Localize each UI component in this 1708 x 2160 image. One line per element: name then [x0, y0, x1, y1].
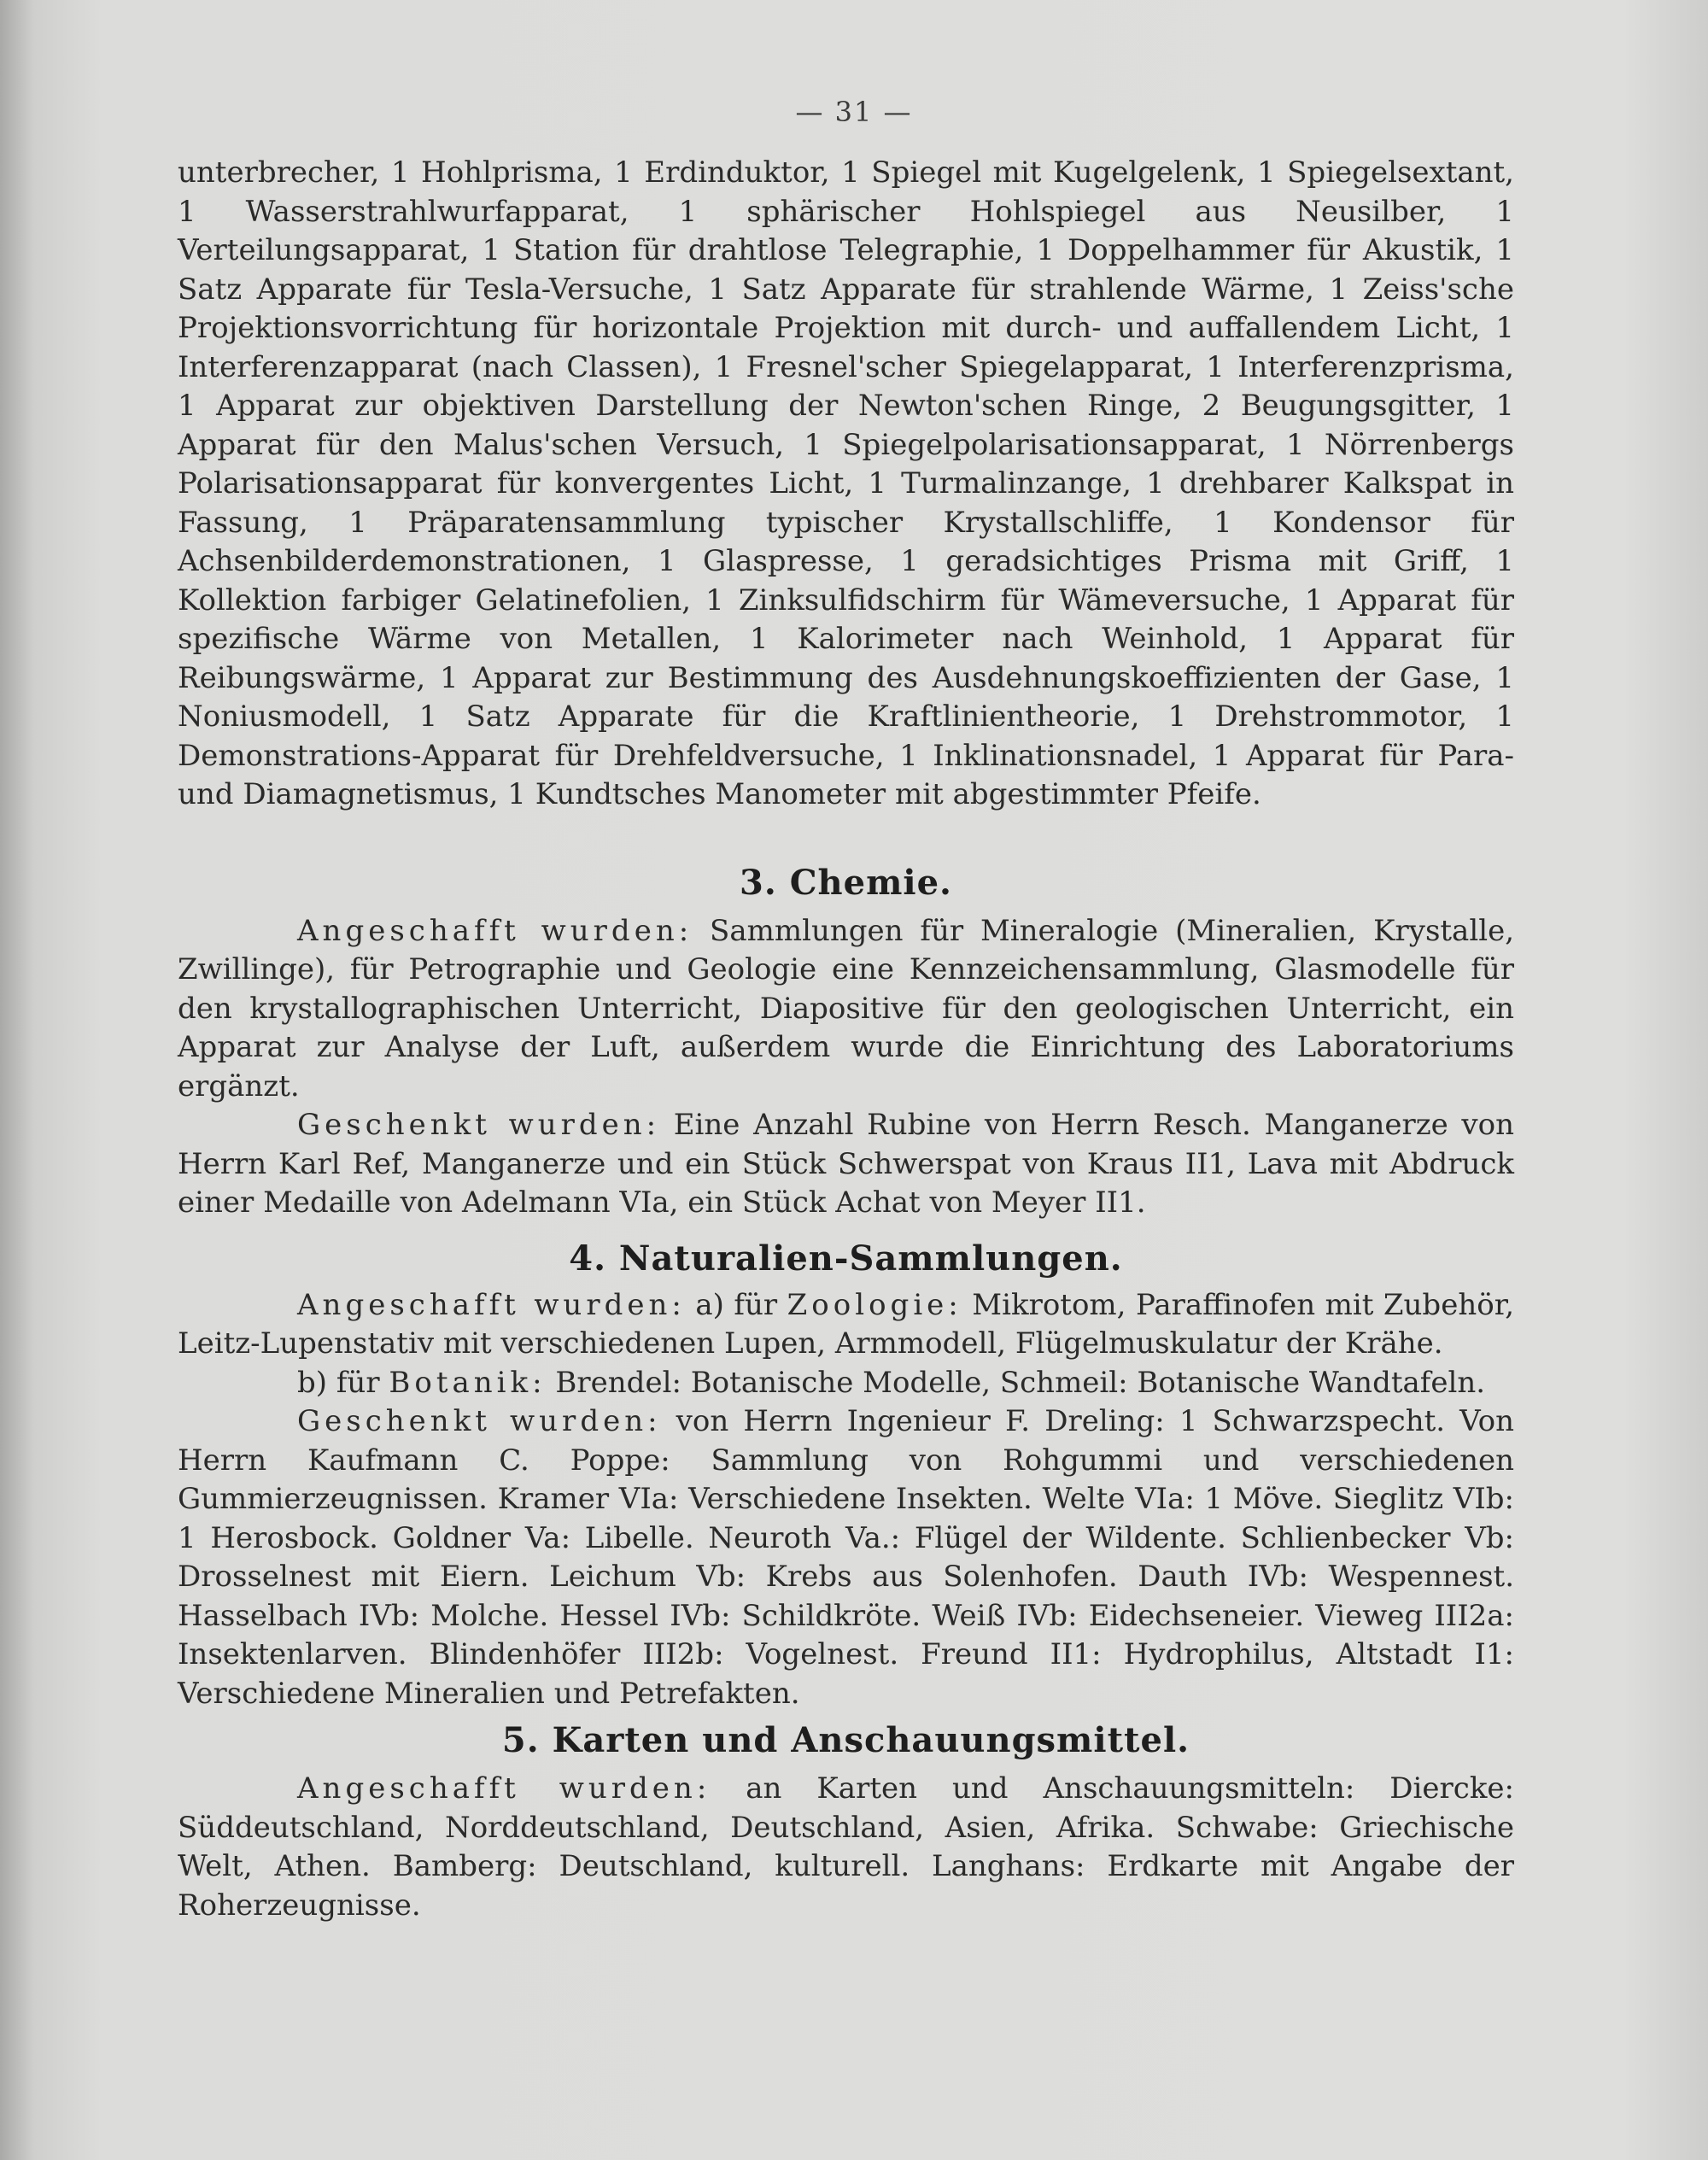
spaced-label: Angeschafft wurden: [297, 1287, 686, 1322]
paragraph-text: von Herrn Ingenieur F. Dreling: 1 Schwarzspecht. Von Herrn Kaufmann C. Poppe: Sammlung von Rohgummi und verschiedenen Gummierzeugnissen. Kramer VIa: Verschiedene Insekten. Welte VIa: 1 Möve. Sieglitz VIb: 1 Herosbock. Goldner Va: Libelle. Neuroth Va.: Flügel der Wildente. Schlienbecker Vb: Drosselnest mit Eiern. Leichum Vb: Krebs aus Solenhofen. Dauth IVb: Wespennest. Hasselbach IVb: Molche. Hessel IVb: Schildkröte. Weiß IVb: Eidechseneier. Vieweg III2a: Insektenlarven. Blindenhöfer III2b: Vogelnest. Freund II1: Hydrophilus, Altstadt I1: Verschiedene Mineralien und Petrefakten. [178, 1404, 1514, 1711]
page-body [178, 154, 1514, 1925]
item-marker: a) für [695, 1287, 778, 1322]
chemie-angeschafft-paragraph [178, 912, 1514, 1107]
karten-angeschafft-paragraph [178, 1770, 1514, 1925]
page-number: — 31 — [795, 96, 913, 128]
paragraph-text: Eine Anzahl Rubine von Herrn Resch. Manganerze von Herrn Karl Ref, Manganerze und ein Stück Schwerspat von Kraus II1, Lava mit Abdruck einer Medaille von Adelmann VIa, ein Stück Achat von Meyer II1. [178, 1108, 1514, 1220]
section-heading-naturalien: 4. Naturalien-Sammlungen. [569, 1238, 1123, 1279]
section-heading-chemie: 3. Chemie. [740, 862, 952, 903]
naturalien-botanik-paragraph [178, 1364, 1514, 1403]
spaced-label: Geschenkt wurden: [297, 1404, 662, 1438]
spaced-subject: Botanik: [389, 1365, 547, 1400]
spaced-label: Angeschafft wurden: [297, 913, 693, 948]
intro-paragraph: unterbrecher, 1 Hohlprisma, 1 Erdinduktor, 1 Spiegel mit Kugelgelenk, 1 Spiegelsextant, 1 Wasserstrahlwurfapparat, 1 sphärischer Hohlspiegel aus Neusilber, 1 Verteilungsapparat, 1 Station für drahtlose Telegraphie, 1 Doppelhammer für Akustik, 1 Satz Apparate für Tesla-Versuche, 1 Satz Apparate für strahlende Wärme, 1 Zeiss'sche Projektionsvorrichtung für horizontale Projektion mit durch- und auffallendem Licht, 1 Interferenzapparat (nach Classen), 1 Fresnel'scher Spiegelapparat, 1 Interferenzprisma, 1 Apparat zur objektiven Darstellung der Newton'schen Ringe, 2 Beugungsgitter, 1 Apparat für den Malus'schen Versuch, 1 Spiegelpolarisationsapparat, 1 Nörrenbergs Polarisationsapparat für konvergentes Licht, 1 Turmalinzange, 1 drehbarer Kalkspat in Fassung, 1 Präparatensammlung typischer Krystallschliffe, 1 Kondensor für Achsenbilderdemonstrationen, 1 Glaspresse, 1 geradsichtiges Prisma mit Griff, 1 Kollektion farbiger Gelatinefolien, 1 Zinksulfidschirm für Wämeversuche, 1 Apparat für spezifische Wärme von Metallen, 1 Kalorimeter nach Weinhold, 1 Apparat für Reibungswärme, 1 Apparat zur Bestimmung des Ausdehnungskoeffizienten der Gase, 1 Noniusmodell, 1 Satz Apparate für die Kraftlinientheorie, 1 Drehstrommotor, 1 Demonstrations-Apparat für Drehfeldversuche, 1 Inklinationsnadel, 1 Apparat für Para- und Diamagnetismus, 1 Kundtsches Manometer mit abgestimmter Pfeife. [178, 155, 1514, 811]
item-marker: b) für [297, 1365, 380, 1400]
naturalien-geschenkt-paragraph [178, 1402, 1514, 1713]
spaced-label: Angeschafft wurden: [297, 1771, 711, 1806]
spaced-label: Geschenkt wurden: [297, 1108, 661, 1142]
naturalien-zoologie-paragraph [178, 1286, 1514, 1364]
spaced-subject: Zoologie: [787, 1287, 962, 1322]
paragraph-text: Sammlungen für Mineralogie (Mineralien, Krystalle, Zwillinge), für Petrographie und Geologie eine Kennzeichensammlung, Glasmodelle für den krystallographischen Unterricht, Diapositive für den geologischen Unterricht, ein Apparat zur Analyse der Luft, außerdem wurde die Einrichtung des Laboratoriums ergänzt. [178, 913, 1514, 1103]
paragraph-text: Brendel: Botanische Modelle, Schmeil: Botanische Wandtafeln. [555, 1365, 1486, 1400]
paragraph-text: an Karten und Anschauungsmitteln: Diercke: Süddeutschland, Norddeutschland, Deutschland, Asien, Afrika. Schwabe: Griechische Welt, Athen. Bamberg: Deutschland, kulturell. Langhans: Erdkarte mit Angabe der Roherzeugnisse. [178, 1771, 1514, 1923]
paragraph-text: Mikrotom, Paraffinofen mit Zubehör, Leitz-Lupenstativ mit verschiedenen Lupen, Armmodell, Flügelmuskulatur der Krähe. [178, 1287, 1515, 1361]
section-heading-karten: 5. Karten und Anschauungsmittel. [501, 1720, 1190, 1760]
chemie-geschenkt-paragraph [178, 1106, 1514, 1223]
